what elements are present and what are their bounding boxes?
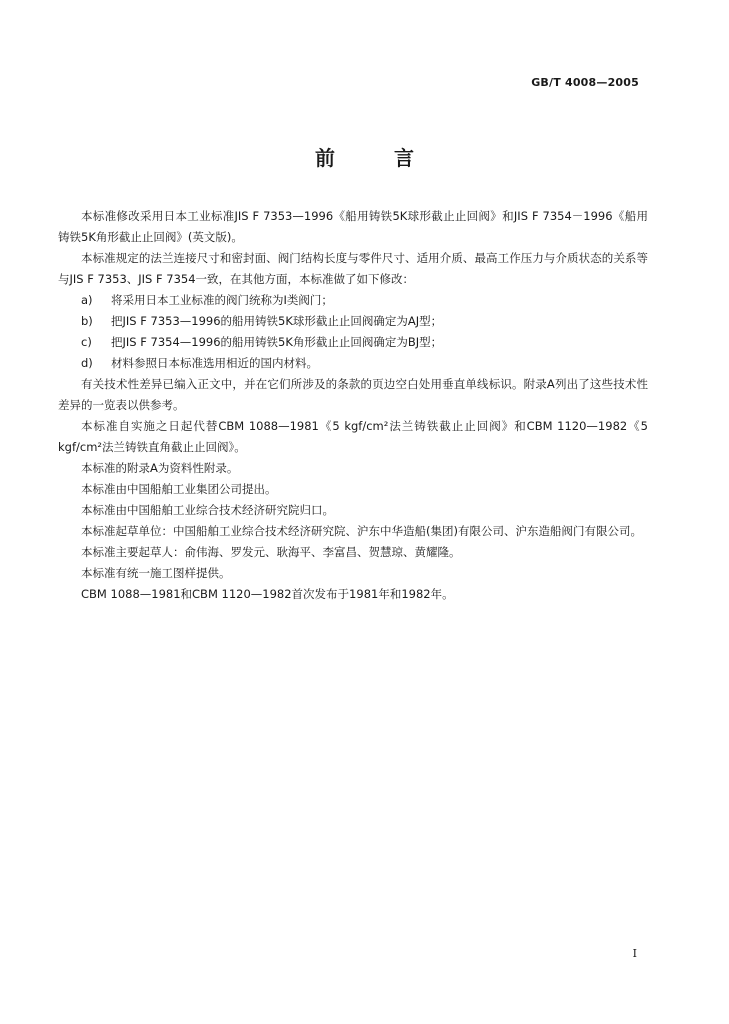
paragraph-replacement: 本标准自实施之日起代替CBM 1088—1981《5 kgf/cm²法兰铸铁截止止回阀》和CBM 1120—1982《5 kgf/cm²法兰铸铁直角截止止回阀》。	[58, 419, 648, 454]
paragraph-technical-differences: 有关技术性差异已编入正文中，并在它们所涉及的条款的页边空白处用垂直单线标识。附录A列出了这些技术性差异的一览表以供参考。	[58, 377, 648, 412]
list-text: 材料参照日本标准选用相近的国内材料。	[111, 356, 318, 370]
list-text: 把JIS F 7353—1996的船用铸铁5K球形截止止回阀确定为AJ型；	[111, 314, 443, 328]
paragraph-drafters: 本标准主要起草人：俞伟海、罗发元、耿海平、李富昌、贺慧琼、黄耀隆。	[81, 545, 461, 559]
list-marker: d)	[81, 356, 93, 370]
paragraph-administrator: 本标准由中国船舶工业综合技术经济研究院归口。	[81, 503, 334, 517]
standard-code: GB/T 4008—2005	[531, 76, 639, 89]
paragraph-appendix: 本标准的附录A为资料性附录。	[81, 461, 239, 475]
list-marker: c)	[81, 335, 92, 349]
list-marker: a)	[81, 293, 93, 307]
list-item	[58, 353, 648, 374]
paragraph-proposer: 本标准由中国船舶工业集团公司提出。	[81, 482, 277, 496]
list-item	[58, 290, 648, 311]
list-item	[58, 332, 648, 353]
page-number: I	[632, 947, 637, 960]
paragraph-first-release: CBM 1088—1981和CBM 1120—1982首次发布于1981年和1982年。	[81, 587, 454, 601]
list-item	[58, 311, 648, 332]
paragraph-adoption: 本标准修改采用日本工业标准JIS F 7353—1996《船用铸铁5K球形截止止回阀》和JIS F 7354－1996《船用铸铁5K角形截止止回阀》(英文版)。	[58, 209, 648, 244]
list-marker: b)	[81, 314, 93, 328]
list-text: 把JIS F 7354—1996的船用铸铁5K角形截止止回阀确定为BJ型；	[111, 335, 443, 349]
list-text: 将采用日本工业标准的阀门统称为Ⅰ类阀门；	[111, 293, 333, 307]
paragraph-drawings: 本标准有统一施工图样提供。	[81, 566, 231, 580]
document-body	[58, 206, 648, 605]
paragraph-drafting-units: 本标准起草单位：中国船舶工业综合技术经济研究院、沪东中华造船(集团)有限公司、沪东造船阀门有限公司。	[81, 524, 642, 538]
paragraph-modifications: 本标准规定的法兰连接尺寸和密封面、阀门结构长度与零件尺寸、适用介质、最高工作压力与介质状态的关系等与JIS F 7353、JIS F 7354一致，在其他方面，本标准做了如下修改：	[58, 251, 648, 286]
page-title: 前 言	[315, 146, 440, 170]
